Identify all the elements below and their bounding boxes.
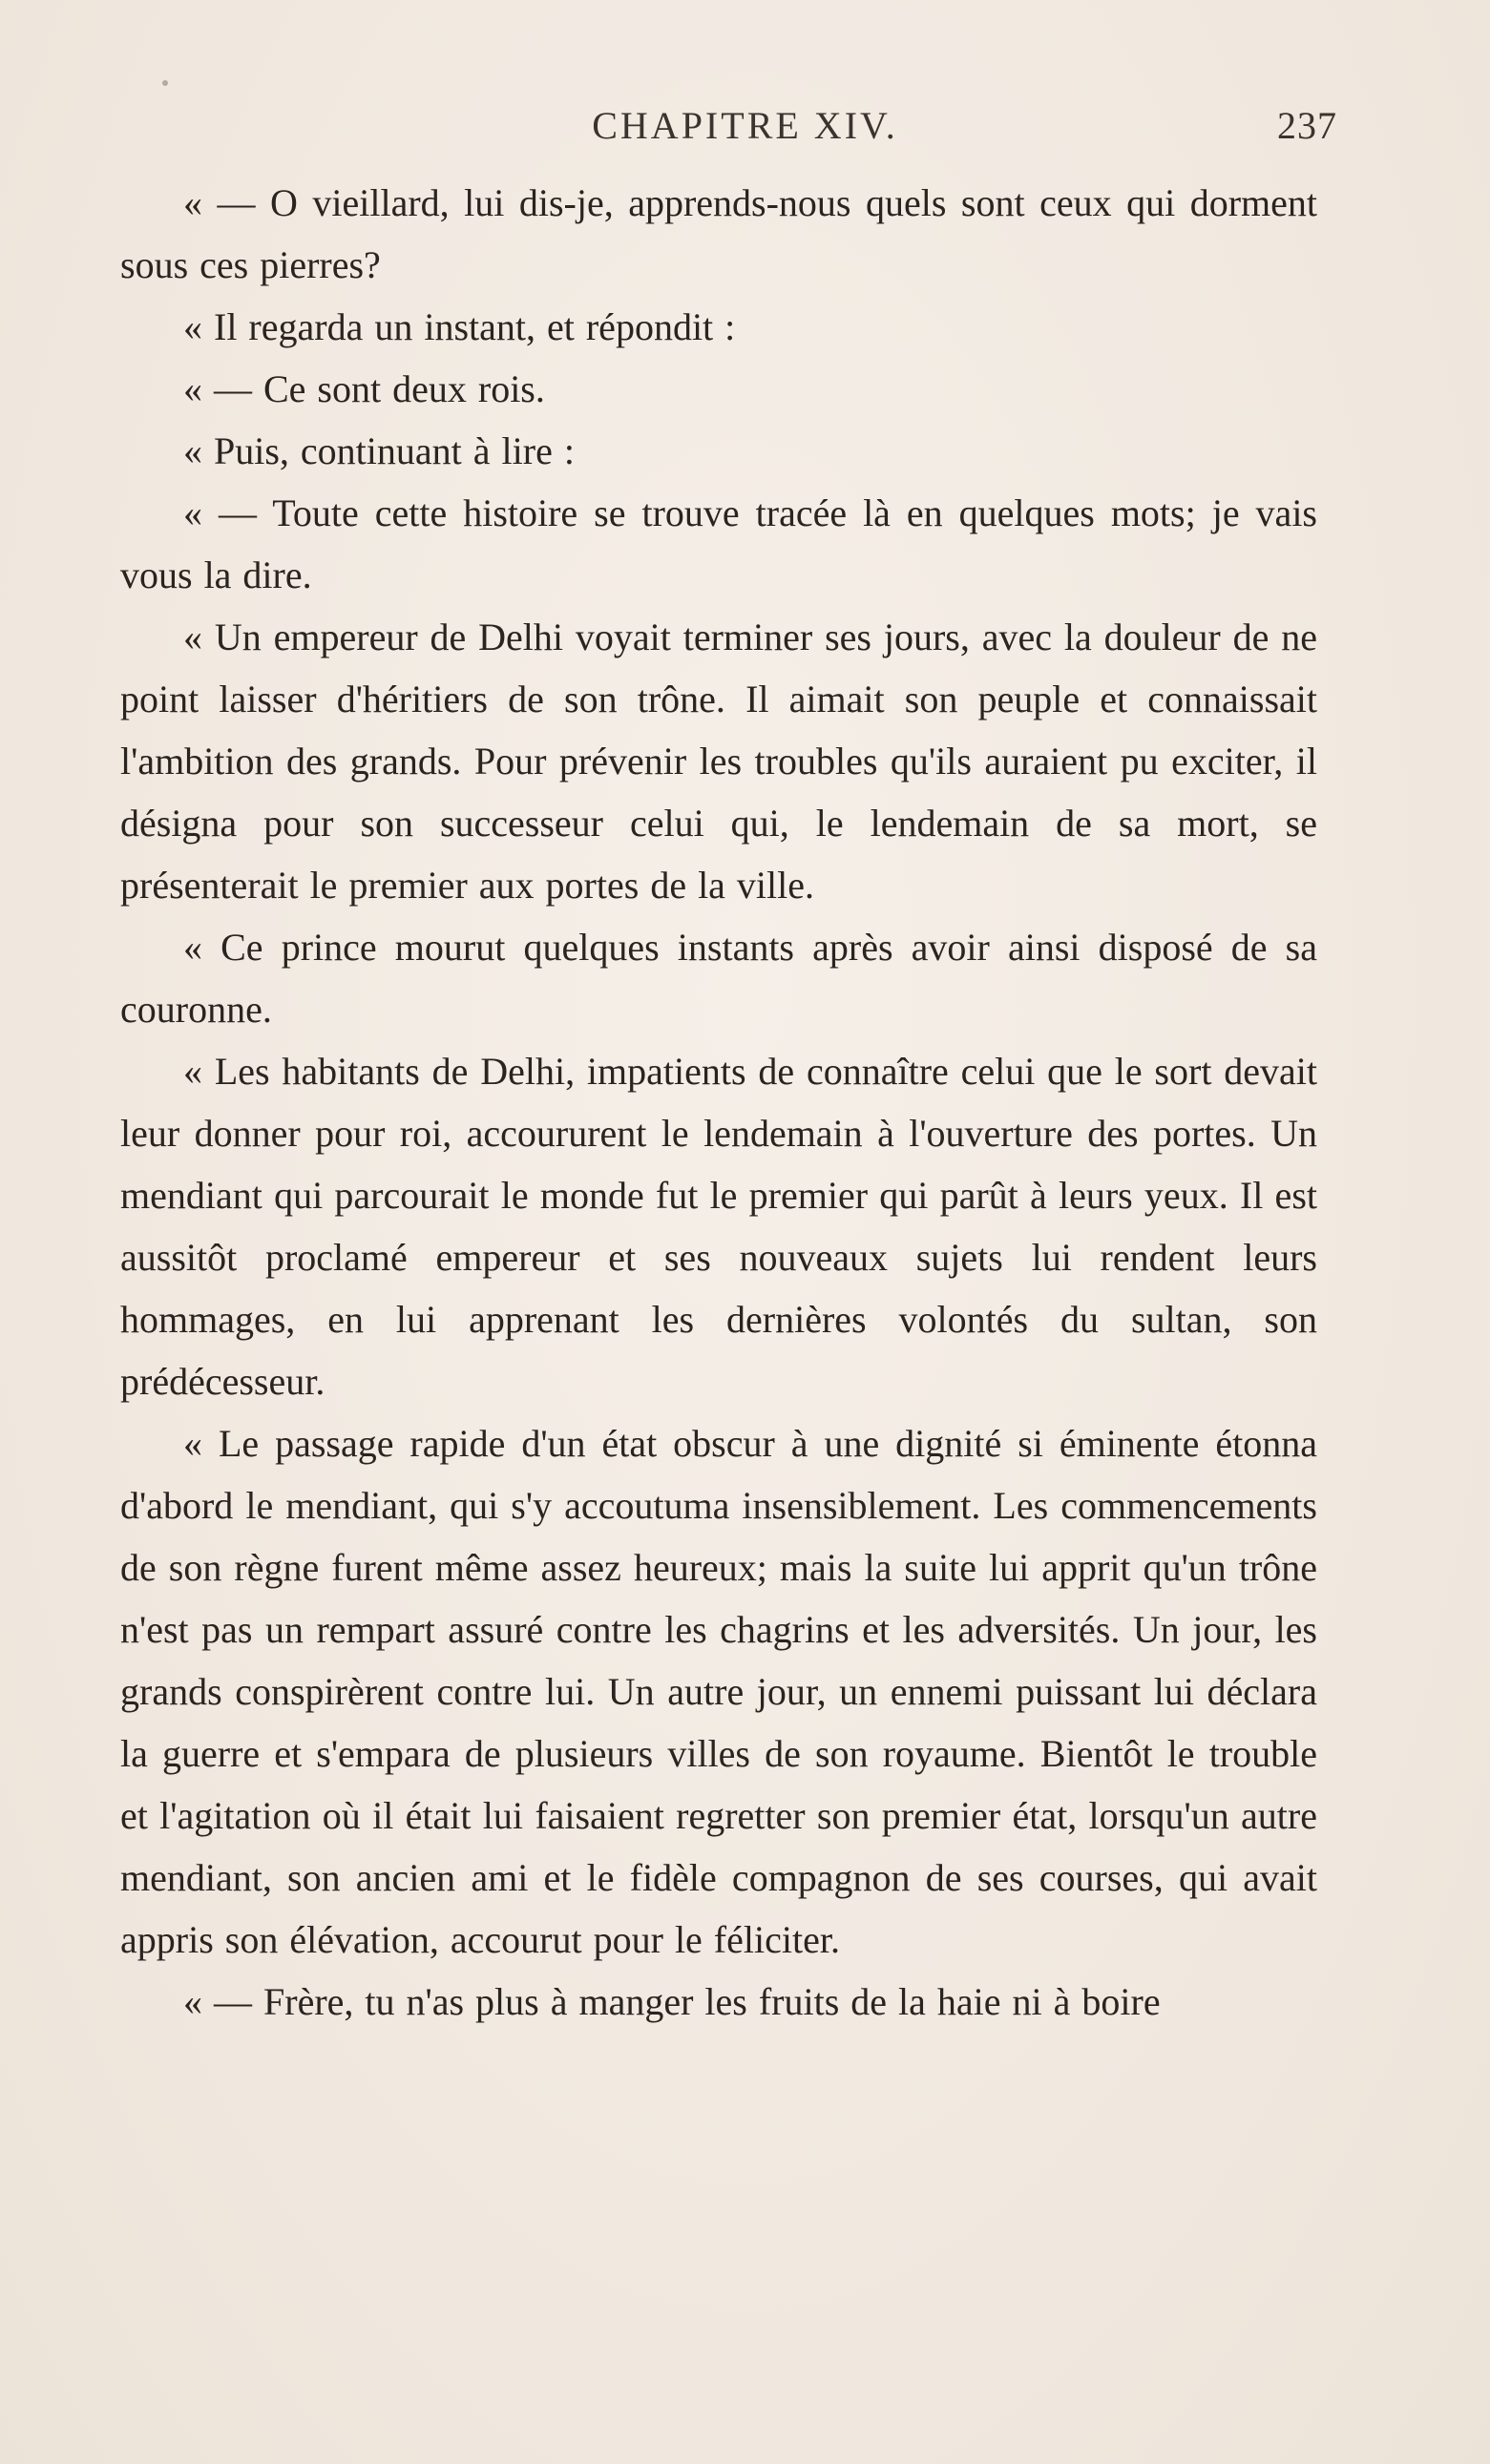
running-head <box>0 103 1490 160</box>
body-text <box>120 172 1317 2033</box>
ink-speck <box>162 80 168 86</box>
page-number: 237 <box>1277 104 1337 147</box>
paragraph: « Ce prince mourut quelques instants après avoir ainsi disposé de sa couronne. <box>120 926 1317 1031</box>
paragraph: « Un empereur de Delhi voyait terminer ses jours, avec la douleur de ne point laisser d'héritiers de son trône. Il aimait son peuple et connaissait l'ambition des grands. Pour prévenir les troubles qu'ils auraient pu exciter, il désigna pour son successeur celui qui, le lendemain de sa mort, se présenterait le premier aux portes de la ville. <box>120 616 1317 907</box>
paragraph: « Puis, continuant à lire : <box>183 429 575 472</box>
paragraph: « — O vieillard, lui dis-je, apprends-nous quels sont ceux qui dorment sous ces pierres? <box>120 181 1317 286</box>
chapter-title: CHAPITRE XIV. <box>592 104 898 147</box>
paragraph: « Il regarda un instant, et répondit : <box>183 305 736 348</box>
paragraph: « Les habitants de Delhi, impatients de connaître celui que le sort devait leur donner pour roi, accoururent le lendemain à l'ouverture des portes. Un mendiant qui parcourait le monde fut le premier qui parût à leurs yeux. Il est aussitôt proclamé empereur et ses nouveaux sujets lui rendent leurs hommages, en lui apprenant les dernières volontés du sultan, son prédécesseur. <box>120 1050 1317 1403</box>
paragraph: « — Frère, tu n'as plus à manger les fruits de la haie ni à boire <box>183 1980 1161 2023</box>
paragraph: « Le passage rapide d'un état obscur à une dignité si éminente étonna d'abord le mendiant, qui s'y accoutuma insensiblement. Les commencements de son règne furent même assez heureux; mais la suite lui apprit qu'un trône n'est pas un rempart assuré contre les chagrins et les adversités. Un jour, les grands conspirèrent contre lui. Un autre jour, un ennemi puissant lui déclara la guerre et s'empara de plusieurs villes de son royaume. Bientôt le trouble et l'agitation où il était lui faisaient regretter son premier état, lorsqu'un autre mendiant, son ancien ami et le fidèle compagnon de ses courses, qui avait appris son élévation, accourut pour le féliciter. <box>120 1422 1317 1961</box>
paragraph: « — Ce sont deux rois. <box>183 367 545 410</box>
paragraph: « — Toute cette histoire se trouve tracée là en quelques mots; je vais vous la dire. <box>120 491 1317 596</box>
